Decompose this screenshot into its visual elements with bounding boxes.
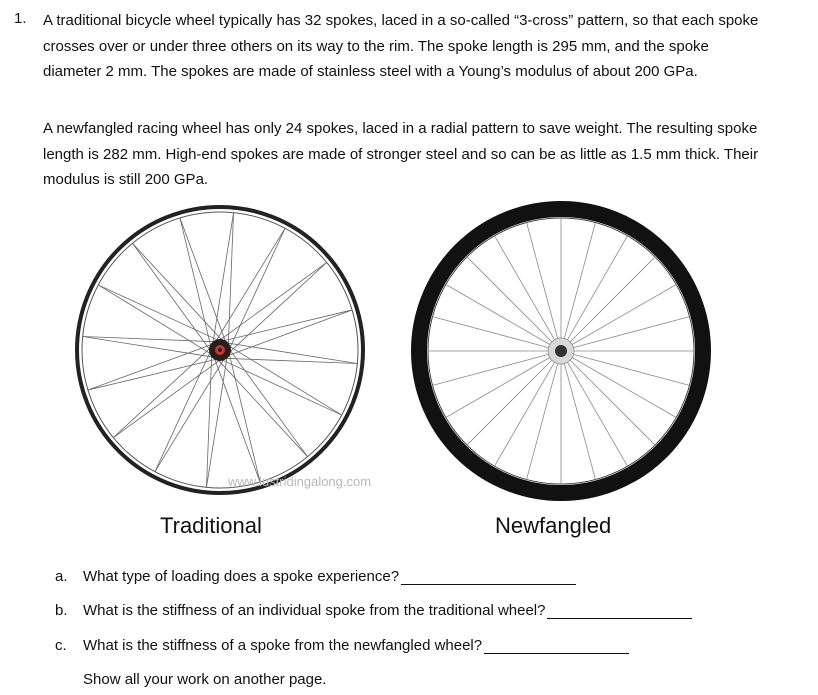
newfangled-wheel-image [408, 198, 714, 504]
spoke [229, 346, 341, 415]
spoke [206, 357, 227, 487]
spoke [214, 358, 260, 482]
spoke [180, 218, 226, 342]
question-a [55, 568, 576, 585]
spoke [433, 317, 550, 348]
spoke [83, 336, 213, 357]
question-text: What type of loading does a spoke experience? [83, 568, 400, 585]
newfangled-caption: Newfangled [495, 513, 612, 538]
problem-number: 1. [14, 10, 27, 27]
spoke [180, 218, 211, 346]
spoke [467, 359, 553, 445]
spoke [88, 359, 216, 390]
problem-paragraph-1: A traditional bicycle wheel typically has 32 spokes, laced in a so-called “3-cross” pattern, so that each spoke crosses over or under three others on its way to the rim. The spoke length is 295 mm, and the spoke diameter 2 mm. The spokes are made of stainless steel with a Young’s modulus of about 200 GPa. [43, 12, 759, 80]
spoke [155, 359, 224, 471]
spoke [228, 213, 233, 345]
spoke [222, 360, 342, 415]
spoke [564, 363, 595, 480]
spoke [113, 348, 210, 437]
question-b [55, 602, 692, 619]
spoke [571, 357, 676, 418]
question-letter: c. [55, 637, 67, 654]
spoke [98, 285, 218, 340]
show-work-note: Show all your work on another page. [83, 671, 327, 688]
spoke [573, 354, 690, 385]
spoke [230, 262, 327, 351]
spoke [564, 223, 595, 340]
traditional-wheel-image [70, 200, 370, 500]
spoke [569, 257, 655, 343]
spoke [83, 336, 215, 341]
spoke [571, 285, 676, 346]
spoke [213, 213, 234, 343]
question-letter: a. [55, 568, 68, 585]
spoke [220, 262, 327, 340]
spoke [569, 359, 655, 445]
answer-blank-c[interactable] [484, 639, 629, 654]
spoke [218, 360, 307, 457]
traditional-caption: Traditional [160, 513, 262, 538]
spoke [573, 317, 690, 348]
question-letter: b. [55, 602, 68, 619]
answer-blank-b[interactable] [547, 604, 692, 619]
spoke [88, 344, 212, 390]
question-text: What is the stiffness of a spoke from the newfangled wheel? [83, 637, 483, 654]
spoke [216, 228, 285, 340]
question-c [55, 637, 629, 654]
spoke [132, 243, 221, 340]
question-text: What is the stiffness of an individual spoke from the traditional wheel? [83, 602, 546, 619]
spoke [230, 350, 308, 457]
spoke [132, 243, 210, 350]
spoke [446, 357, 551, 418]
spoke [229, 354, 260, 482]
spoke [230, 228, 285, 348]
spoke [226, 358, 358, 363]
spoke [495, 361, 556, 466]
watermark-text: www.lustridingalong.com [228, 474, 372, 489]
spoke [98, 285, 210, 354]
spoke [224, 310, 352, 341]
spoke [567, 236, 628, 341]
answer-blank-a[interactable] [401, 570, 576, 585]
spoke [446, 285, 551, 346]
spoke [495, 236, 556, 341]
spoke [527, 223, 558, 340]
spoke [206, 356, 211, 488]
spoke [155, 352, 210, 472]
spoke [113, 360, 220, 438]
problem-paragraph-2: A newfangled racing wheel has only 24 spokes, laced in a radial pattern to save weight. The resulting spoke length is 282 mm. High-end spokes are made of stronger steel and so can be as little as 1.5 mm thick. Their modulus is still 200 GPa. [43, 120, 759, 188]
spoke [227, 343, 357, 364]
spoke [228, 310, 352, 356]
spoke [567, 361, 628, 466]
spoke [467, 257, 553, 343]
spoke [433, 354, 550, 385]
spoke [527, 363, 558, 480]
